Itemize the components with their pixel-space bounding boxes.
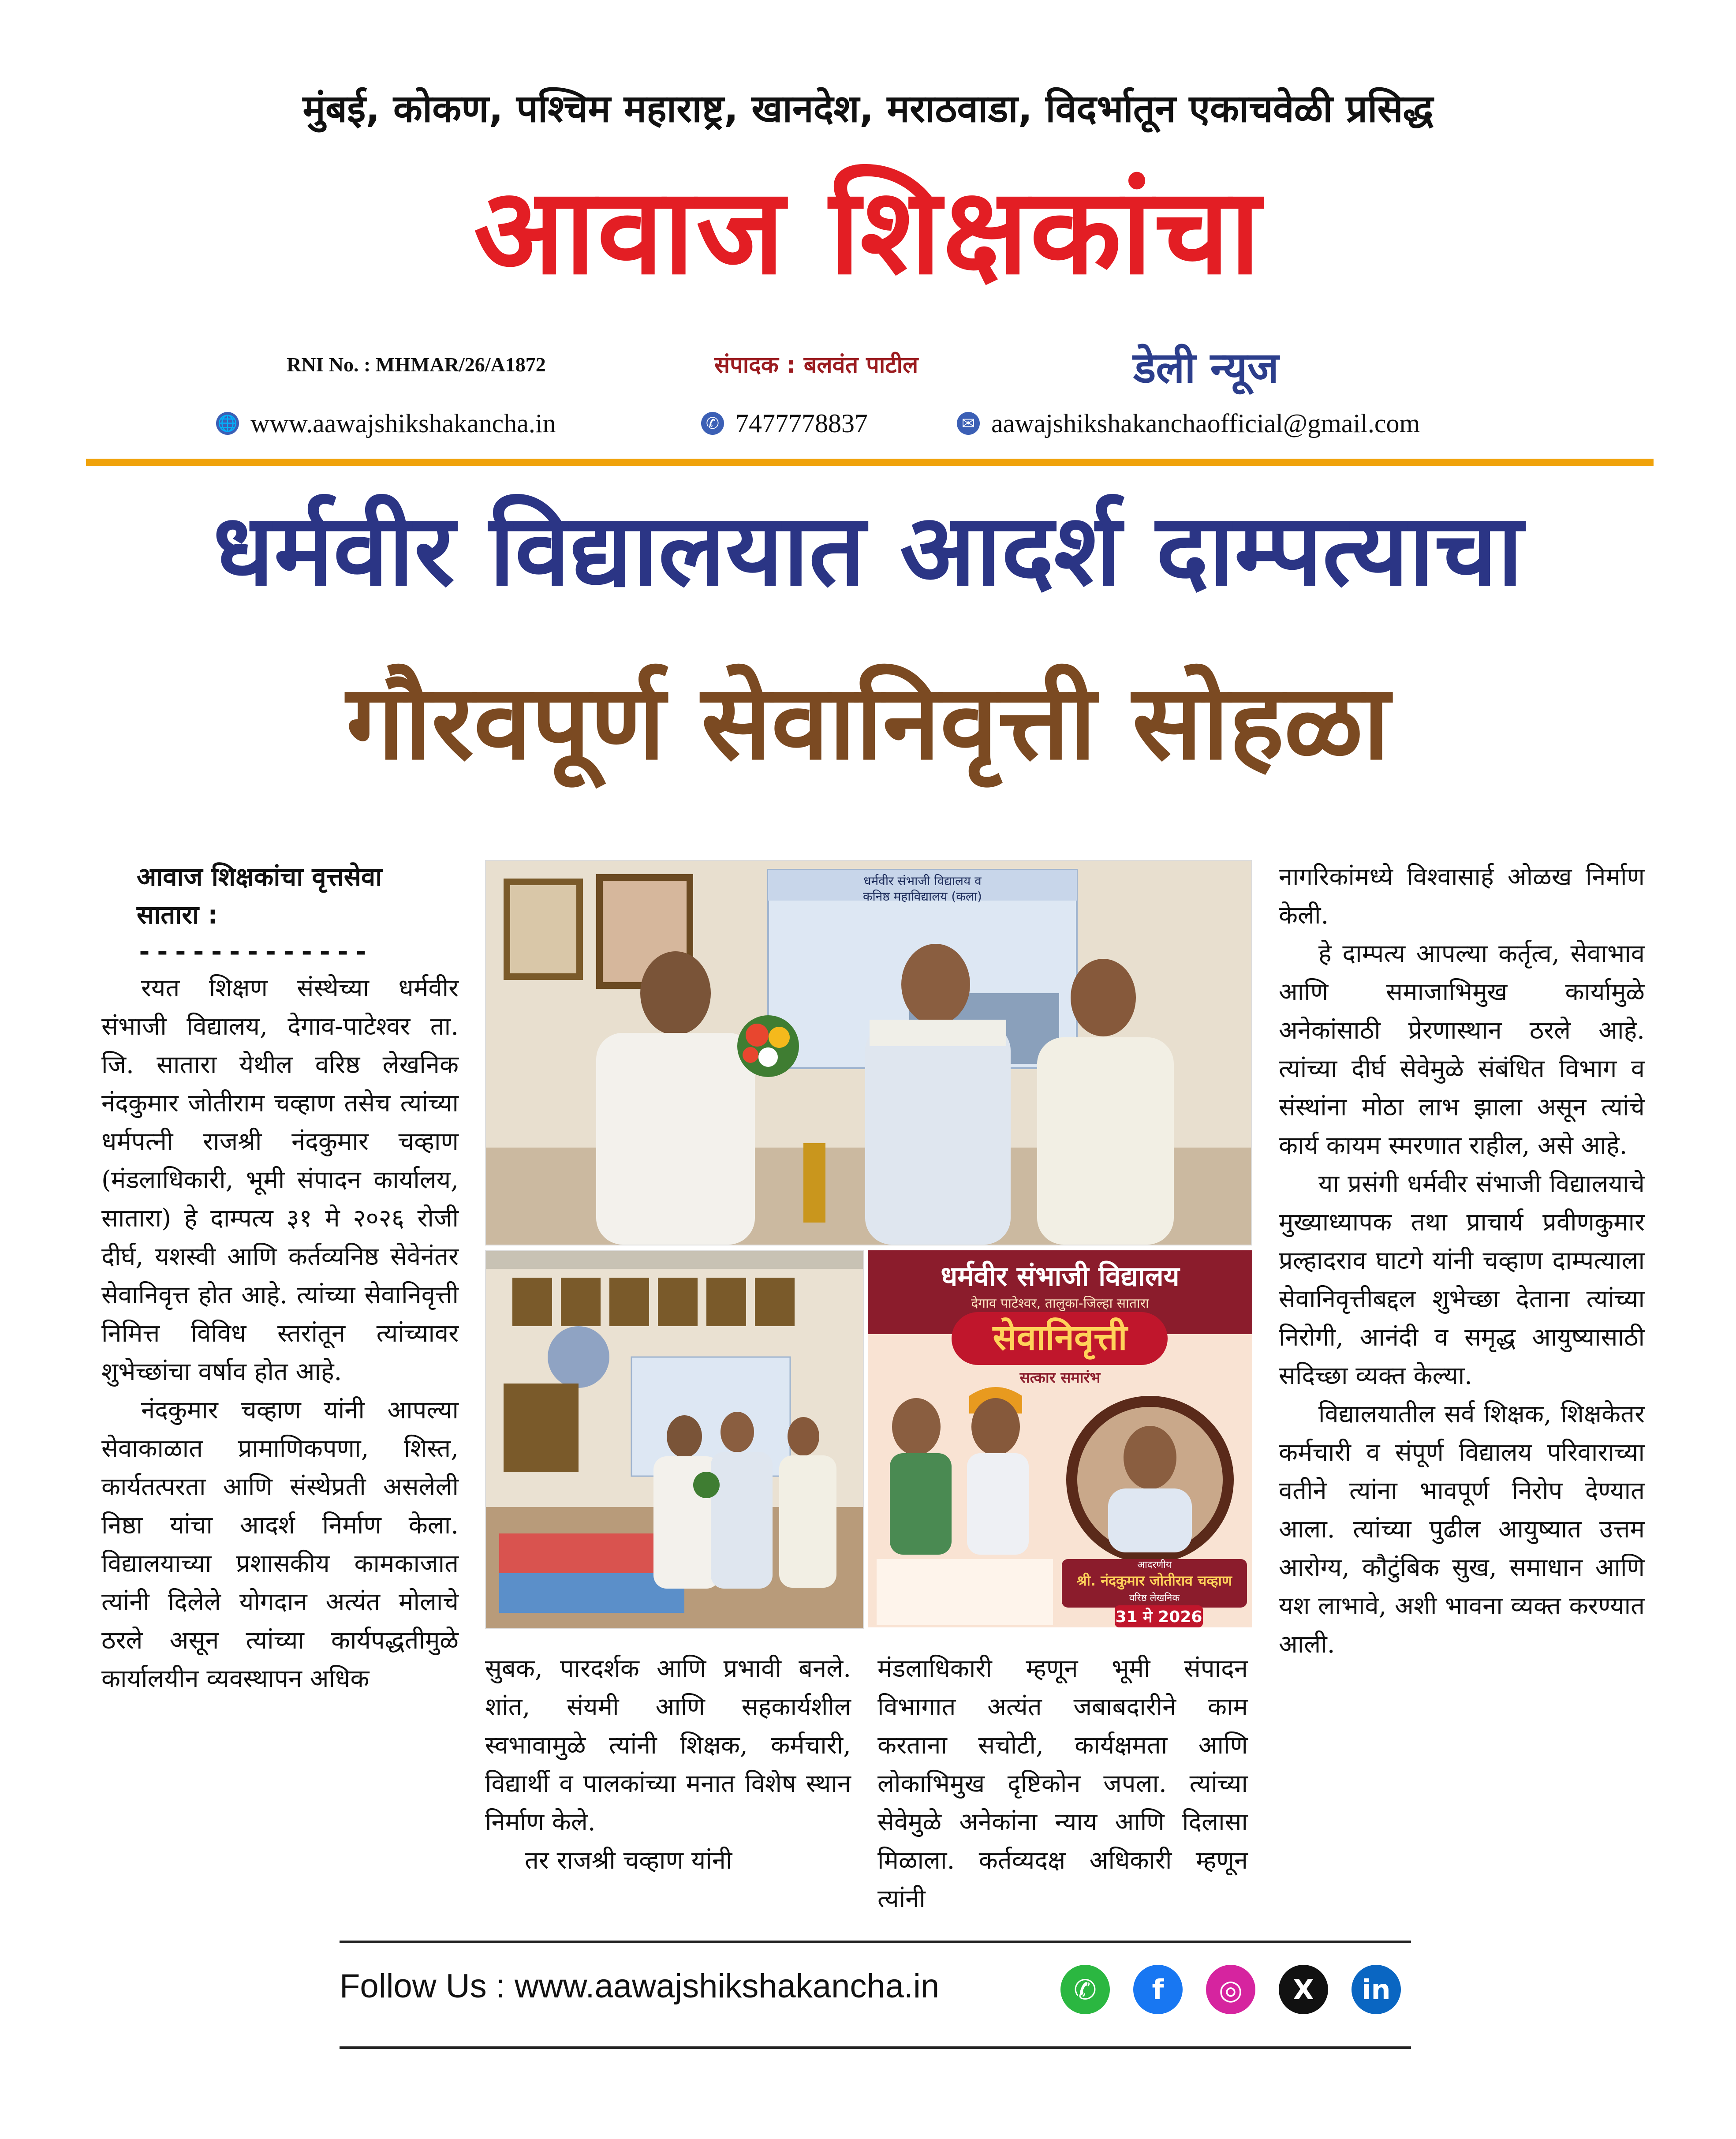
x-icon[interactable]: X <box>1279 1965 1328 2014</box>
poster-subtitle: देगाव पाटेश्वर, तालुका-जिल्हा सातारा <box>971 1296 1149 1311</box>
article-column-1 <box>101 858 459 1698</box>
footer-rule-top <box>340 1941 1411 1943</box>
ceremony-photo-main <box>485 860 1252 1245</box>
email-contact[interactable] <box>957 408 1420 439</box>
banner-text-1: धर्मवीर संभाजी विद्यालय व <box>863 874 982 888</box>
paragraph: या प्रसंगी धर्मवीर संभाजी विद्यालयाचे मुख्याध्यापक तथा प्राचार्य प्रवीणकुमार प्रल्हादराव घाटगे यांनी चव्हाण दाम्पत्याला सेवानिवृत्तीबद्दल शुभेच्छा देताना त्यांच्या निरोगी, आनंदी व समृद्ध आयुष्यासाठी सदिच्छा व्यक्त केल्या. <box>1279 1170 1645 1390</box>
paragraph: विद्यालयातील सर्व शिक्षक, शिक्षकेतर कर्मचारी व संपूर्ण विद्यालय परिवाराच्या वतीने त्यांना भावपूर्ण निरोप देण्यात आला. त्यांच्या पुढील आयुष्यात उत्तम आरोग्य, कौटुंबिक सुख, समाधान आणि यश लाभावे, अशी भावना व्यक्त करण्यात आली. <box>1279 1400 1645 1659</box>
poster-title: धर्मवीर संभाजी विद्यालय <box>941 1260 1180 1292</box>
article-column-2 <box>485 1649 851 1880</box>
footer-rule-bottom <box>340 2046 1411 2049</box>
poster-date: 31 मे 2026 <box>1115 1608 1202 1626</box>
paragraph: मंडलाधिकारी म्हणून भूमी संपादन विभागात अत्यंत जबाबदारीने काम करताना सचोटी, कार्यक्षमता आणि लोकाभिमुख दृष्टिकोन जपला. त्यांच्या सेवेमुळे अनेकांना न्याय आणि दिलासा मिळाला. कर्तव्यदक्ष अधिकारी म्हणून त्यांनी <box>877 1654 1248 1913</box>
linkedin-icon[interactable]: in <box>1351 1965 1401 2014</box>
website-contact[interactable] <box>216 408 556 439</box>
instagram-icon[interactable]: ◎ <box>1206 1965 1255 2014</box>
retirement-poster-drawing <box>868 1250 1252 1627</box>
byline-place: सातारा : <box>137 900 218 930</box>
article-column-3 <box>877 1649 1248 1918</box>
phone-icon: ✆ <box>701 412 724 435</box>
poster-honorific: आदरणीय <box>1137 1559 1172 1571</box>
website-link[interactable]: www.aawajshikshakancha.in <box>250 408 556 438</box>
masthead-title: आवाज शिक्षकांचा <box>474 162 1262 301</box>
paragraph: हे दाम्पत्य आपल्या कर्तृत्व, सेवाभाव आणि समाजाभिमुख कार्यामुळे अनेकांसाठी प्रेरणास्थान ठरले आहे. त्यांच्या दीर्घ सेवेमुळे संबंधित विभाग व संस्थांना मोठा लाभ झाला असून त्यांचे कार्य कायम स्मरणात राहील, असे आहे. <box>1279 939 1645 1160</box>
poster-subheading: सत्कार समारंभ <box>1019 1369 1101 1387</box>
poster-name: श्री. नंदकुमार जोतीराव चव्हाण <box>1076 1572 1232 1589</box>
headline-line1: धर्मवीर विद्यालयात आदर्श दाम्पत्याचा <box>213 493 1523 608</box>
phone-contact[interactable] <box>701 408 868 439</box>
headline-line2: गौरवपूर्ण सेवानिवृत्ती सोहळा <box>346 662 1390 783</box>
follow-us-text[interactable]: Follow Us : www.aawajshikshakancha.in <box>340 1967 940 2005</box>
rni-number: RNI No. : MHMAR/26/A1872 <box>287 353 546 376</box>
paragraph: सुबक, पारदर्शक आणि प्रभावी बनले. शांत, संयमी आणि सहकार्यशील स्वभावामुळे त्यांनी शिक्षक, कर्मचारी, विद्यार्थी व पालकांच्या मनात विशेष स्थान निर्माण केले. <box>485 1654 851 1836</box>
paragraph: नंदकुमार चव्हाण यांनी आपल्या सेवाकाळात प्रामाणिकपणा, शिस्त, कार्यतत्परता आणि संस्थेप्रती असलेली निष्ठा यांचा आदर्श निर्माण केला. विद्यालयाच्या प्रशासकीय कामकाजात त्यांनी दिलेले योगदान अत्यंत मोलाचे ठरले असून त्यांच्या कार्यपद्धतीमुळे कार्यालयीन व्यवस्थापन अधिक <box>101 1396 459 1693</box>
editor-name: संपादक : बलवंत पाटील <box>714 352 918 378</box>
daily-news-label: डेली न्यूज <box>1133 343 1279 393</box>
email-address[interactable]: aawajshikshakanchaofficial@gmail.com <box>991 408 1420 438</box>
phone-number[interactable]: 7477778837 <box>735 408 868 438</box>
byline-service: आवाज शिक्षकांचा वृत्तसेवा <box>137 862 382 892</box>
globe-icon: 🌐 <box>216 412 239 435</box>
poster-designation: वरिष्ठ लेखनिक <box>1129 1593 1180 1604</box>
poster-heading: सेवानिवृत्ती <box>993 1317 1127 1358</box>
paragraph: रयत शिक्षण संस्थेच्या धर्मवीर संभाजी विद्यालय, देगाव-पाटेश्वर ता. जि. सातारा येथील वरिष्ठ लेखनिक नंदकुमार जोतीराम चव्हाण तसेच त्यांच्या धर्मपत्नी राजश्री नंदकुमार चव्हाण (मंडलाधिकारी, भूमी संपादन कार्यालय, सातारा) हे दाम्पत्य ३१ मे २०२६ रोजी दीर्घ, यशस्वी आणि कर्तव्यनिष्ठ सेवेनंतर सेवानिवृत्त होत आहे. त्यांच्या सेवानिवृत्ती निमित्त विविध स्तरांतून त्यांच्यावर शुभेच्छांचा वर्षाव होत आहे. <box>101 974 459 1386</box>
whatsapp-icon[interactable]: ✆ <box>1060 1965 1110 2014</box>
ceremony-photo-main-drawing <box>486 861 1251 1245</box>
paragraph: नागरिकांमध्ये विश्वासार्ह ओळख निर्माण केली. <box>1279 863 1645 930</box>
paragraph: तर राजश्री चव्हाण यांनी <box>525 1846 732 1875</box>
tagline: मुंबई, कोकण, पश्चिम महाराष्ट्र, खानदेश, मराठवाडा, विदर्भातून एकाचवेळी प्रसिद्ध <box>302 87 1434 131</box>
byline-dashes: ------------- <box>137 936 371 966</box>
office-photo-drawing <box>486 1251 863 1628</box>
office-photo <box>485 1250 864 1629</box>
banner-text-2: कनिष्ठ महाविद्यालय (कला) <box>863 889 982 904</box>
retirement-poster <box>868 1250 1252 1627</box>
email-icon: ✉ <box>957 412 980 435</box>
header-divider <box>86 459 1654 466</box>
facebook-icon[interactable]: f <box>1133 1965 1183 2014</box>
article-column-4 <box>1279 858 1645 1664</box>
